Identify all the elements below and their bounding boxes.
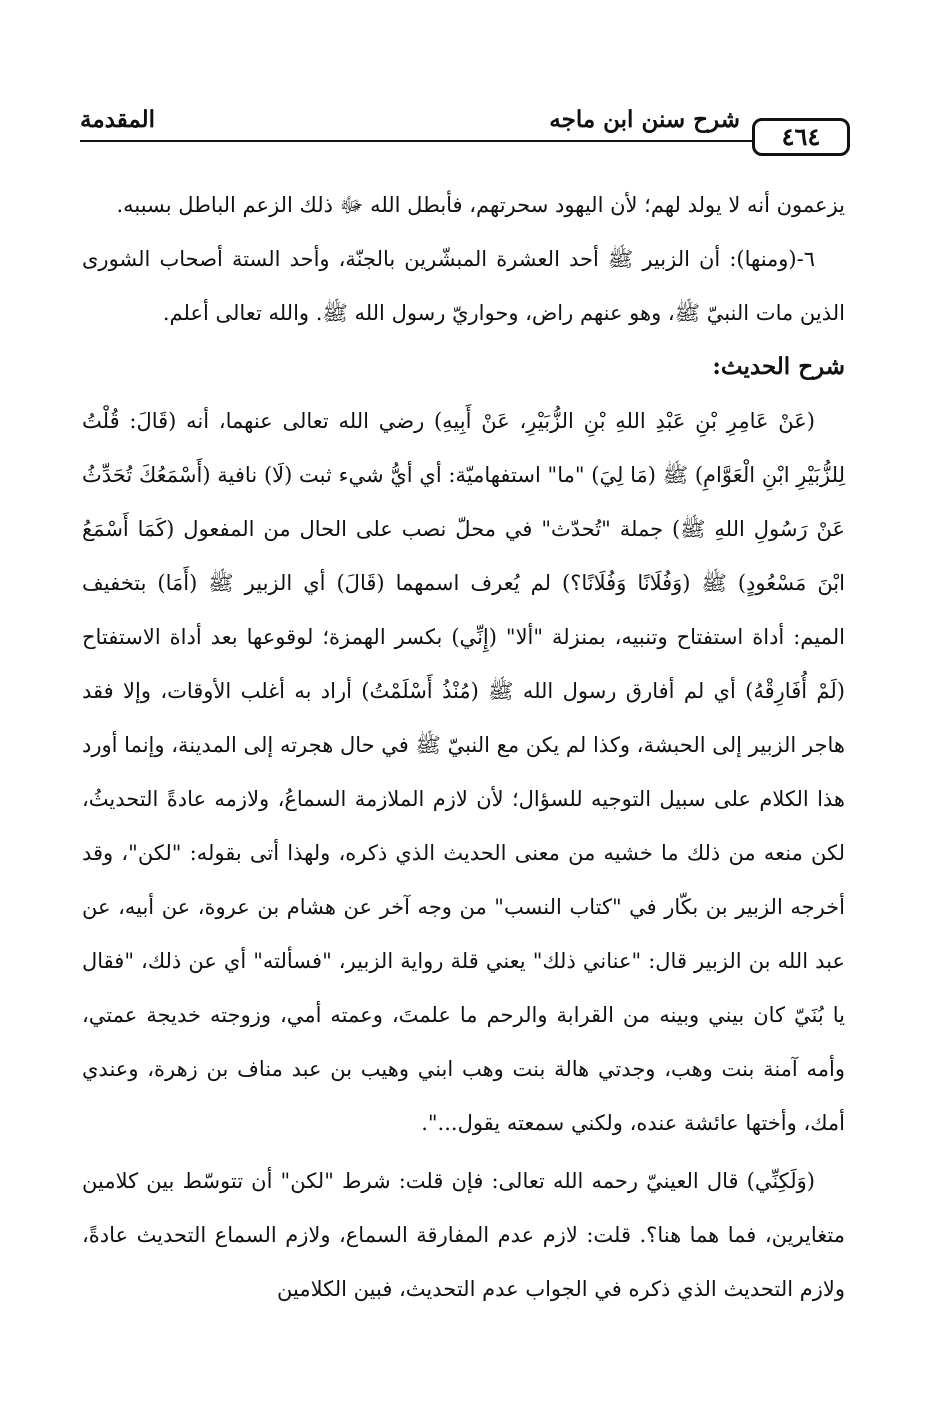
paragraph: يزعمون أنه لا يولد لهم؛ لأن اليهود سحرتهم، فأبطل الله ﷻ ذلك الزعم الباطل بسببه. bbox=[116, 193, 845, 217]
paragraph: ٦-(ومنها): أن الزبير ﷺ أحد العشرة المبشّرين بالجنّة، وأحد الستة أصحاب الشورى الذين مات النبيّ ﷺ، وهو عنهم راض، وحواريّ رسول الله ﷺ. والله تعالى أعلم. bbox=[82, 247, 845, 325]
page-header bbox=[80, 100, 850, 152]
paragraph: (وَلَكِنِّي) قال العينيّ رحمه الله تعالى: فإن قلت: شرط "لكن" أن تتوسّط بين كلامين متغايرين، فما هما هنا؟. قلت: لازم عدم المفارقة السماع، ولازم السماع التحديث عادةً، ولازم التحديث الذي ذكره في الجواب عدم التحديث، فبين الكلامين bbox=[82, 1169, 845, 1301]
header-rule bbox=[80, 140, 754, 142]
book-title: شرح سنن ابن ماجه bbox=[549, 106, 740, 133]
paragraph: (عَنْ عَامِرِ بْنِ عَبْدِ اللهِ بْنِ الزُّبَيْرِ، عَنْ أَبِيهِ) رضي الله تعالى عنهما، أنه (قَالَ: قُلْتُ لِلزُّبَيْرِ ابْنِ الْعَوَّامِ) ﷺ (مَا لِيَ) "ما" استفهاميّة: أي أيُّ شيء ثبت (لَا) نافية (أَسْمَعُكَ تُحَدِّثُ عَنْ رَسُولِ اللهِ ﷺ) جملة "تُحدّث" في محلّ نصب على الحال من المفعول (كَمَا أَسْمَعُ ابْنَ مَسْعُودٍ) ﷺ (وَفُلَانًا وَفُلَانًا؟) لم يُعرف اسمهما (قَالَ) أي الزبير ﷺ (أَمَا) بتخفيف الميم: أداة استفتاح وتنبيه، بمنزلة "ألا" (إِنِّي) بكسر الهمزة؛ لوقوعها بعد أداة الاستفتاح (لَمْ أُفَارِقْهُ) أي لم أفارق رسول الله ﷺ (مُنْذُ أَسْلَمْتُ) أراد به أغلب الأوقات، وإلا فقد هاجر الزبير إلى الحبشة، وكذا لم يكن مع النبيّ ﷺ في حال هجرته إلى المدينة، وإنما أورد هذا الكلام على سبيل التوجيه للسؤال؛ لأن لازم الملازمة السماعُ، ولازمه عادةً التحديثُ، لكن منعه من ذلك ما خشيه من معنى الحديث الذي ذكره، ولهذا أتى بقوله: "لكن"، وقد أخرجه الزبير بن بكّار في "كتاب النسب" من وجه آخر عن هشام بن عروة، عن أبيه، عن عبد الله بن الزبير قال: "عناني ذلك" يعني قلة رواية الزبير، "فسألته" أي عن ذلك، "فقال يا بُنَيّ كان بيني وبينه من القرابة والرحم ما علمتَ، وعمته أمي، وزوجته خديجة عمتي، وأمه آمنة بنت وهب، وجدتي هالة بنت وهب ابني وهيب بن عبد مناف بن زهرة، وعندي أمك، وأختها عائشة عنده، ولكني سمعته يقول...". bbox=[82, 409, 845, 1135]
section-heading: شرح الحديث: bbox=[712, 353, 845, 380]
page-number: ٤٦٤ bbox=[752, 118, 850, 156]
body-text bbox=[82, 178, 845, 1316]
section-title: المقدمة bbox=[80, 106, 156, 133]
